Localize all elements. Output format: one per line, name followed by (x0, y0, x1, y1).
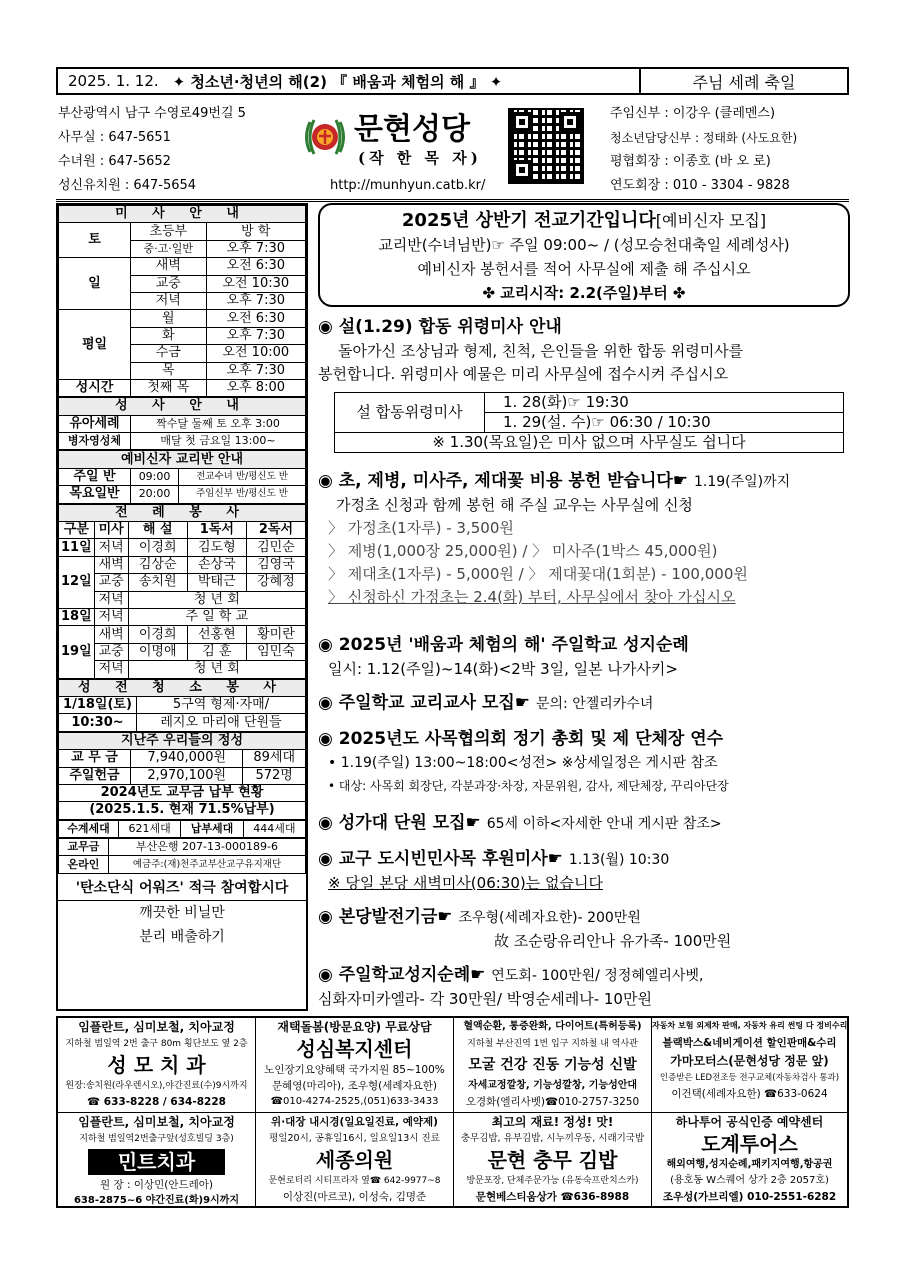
date-banner (56, 67, 849, 95)
carbon-campaign: '탄소단식 어워즈' 적극 참여합시다 깨끗한 비닐만 분리 배출하기 (58, 874, 306, 949)
pilgrimage-notice: ◉ 2025년 '배움과 체험의 해' 주일학교 성지순례 일시: 1.12(주일)~14(화)<2박 3일, 일본 나가사키> (318, 635, 689, 678)
urban-poor-mass-notice: ◉ 교구 도시빈민사목 후원미사☛ 1.13(월) 10:30 ※ 당일 본당 새벽미사(06:30)는 없습니다 (318, 849, 670, 892)
convent-phone: 수녀원 : 647-5652 (58, 154, 171, 169)
church-url[interactable]: http://munhyun.catb.kr/ (330, 178, 486, 193)
altar-service: 전 례 봉 사 구분 미사 해 설 1독서 2독서 11일 저녁 이경희 김도형 김민순 12일 새벽 김상순 손상국 김영국 교중 송치원 박태근 강혜정 저녁 청 년 회 18일 저녁 주 일 학 교 19일 새벽 이경희 선홍현 황미란 교중 이명애 김 훈 임민숙 저녁 청 년 회 (58, 504, 306, 679)
ad-dogye-tours[interactable]: 하나투어 공식인증 예약센터 도계투어스 해외여행,성지순례,패키지여행,항공권 (용호동 W스퀘어 상가 2층 2057호) 조우성(가브리엘) 010-2551-6282 (662, 1115, 837, 1203)
left-info-column (56, 203, 308, 1011)
feast-name: 주님 세례 축일 (692, 72, 796, 92)
memorial-mass-table: 설 합동위령미사 1. 28(화)☞ 19:30 1. 29(설. 수)☞ 06:30 / 10:30 ※ 1.30(목요일)은 미사 없으며 사무실도 쉽니다 (334, 392, 844, 453)
address: 부산광역시 남구 수영로49번길 5 (58, 106, 246, 121)
church-staff (610, 102, 850, 198)
ad-health-shoes[interactable]: 혈액순환, 통증완화, 다이어트(특허등록) 지하철 부산진역 1번 입구 지하철 내 역사관 모굴 건강 진동 기능성 신발 자세교정깔창, 기능성깔창, 기능성안대 오경화(엘리사벳)☎010-2757-3250 (454, 1018, 652, 1113)
memorial-mass-notice: ◉ 설(1.29) 합동 위령미사 안내 돌아가신 조상님과 형제, 친척, 은인들을 위한 합동 위령미사를 봉헌합니다. 위령미사 예물은 미리 사무실에 접수시켜 주십시오 (318, 317, 744, 383)
teacher-recruit-notice: ◉ 주일학교 교리교사 모집☛ 문의: 안젤리카수녀 (318, 693, 654, 713)
header-divider (56, 199, 849, 202)
ad-chungmu-gimbap[interactable]: 최고의 재료! 정성! 맛! 충무김밥, 유부김밥, 시누끼우동, 시래기국밥 문현 충무 김밥 방문포장, 단체주문가능 (유동숙프란치스카) 문현베스티움상가 ☎636-8988 (454, 1113, 652, 1208)
ad-motors[interactable]: 자동차 보험 외제차 판매, 자동차 유리 썬팅 다 정비수리 블랙박스&네비게이션 할인판매&수리 가마모터스(문현성당 정문 앞) 인증받은 LED전조등 전구교체(자동차검사 통과) 이건택(세례자요한) ☎633-0624 (652, 1018, 847, 1113)
ad-mint-dental[interactable]: 임플란트, 심미보철, 치아교정 지하철 범일역2번출구앞(성호빌딩 3층) 민트치과 원 장 : 이상민(안드레아) 638-2875~6 야간진료(화)9시까지 (58, 1113, 256, 1208)
development-fund-notice: ◉ 본당발전기금☛ 조우형(세례자요한)- 200만원 故 조순랑유리안나 유가족- 100만원 (318, 907, 732, 950)
ad-sejong-clinic[interactable]: 위·대장 내시경(일요일진료, 예약제) 평일20시, 공휴일16시, 일요일13시 진료 세종의원 문현로터리 시티프라자 옆☎ 642-9977~8 이상진(마르코), 이성숙, 김명준 (256, 1113, 454, 1208)
offering-report: 지난주 우리들의 정성 교 무 금 7,940,000원 89세대 주일헌금 2,970,100원 572명 2024년도 교무금 납부 현황 (2025.1.5. 현재 71.5%납부) (58, 732, 306, 820)
catechumen-schedule: 예비신자 교리반 안내 주일 반 09:00 전교수녀 반/평신도 반 목요일반 20:00 주임신부 반/평신도 반 (58, 450, 306, 503)
school-pilgrimage-donation: ◉ 주일학교성지순례☛ 연도회- 100만원/ 정정혜엘리사벳, 심화자미카엘라- 각 30만원/ 박영순세레나- 10만원 (318, 965, 704, 1008)
ad-welfare-center[interactable]: 재택돌봄(방문요양) 무료상담 성심복지센터 노인장기요양혜택 국가지원 85~100% 문혜영(마리아), 조우형(세례자요한) ☎010-4274-2525,(051)633-3433 (256, 1018, 454, 1113)
kindergarten-phone: 성신유치원 : 647-5654 (58, 178, 197, 193)
advertisements (56, 1016, 849, 1208)
church-emblem-icon (300, 112, 350, 162)
bulletin-date: 2025. 1. 12. (68, 72, 159, 90)
church-motto: (작 한 목 자) (358, 149, 482, 167)
church-contact (58, 102, 298, 198)
cleaning-service: 성 전 청 소 봉 사 1/18일(토) 5구역 형제·자매/ 10:30~ 레지오 마리애 단원들 (58, 679, 306, 732)
year-theme: ✦ 청소년·청년의 해(2) 『 배움과 체험의 해 』 ✦ (172, 72, 503, 91)
church-name: 문현성당 (354, 112, 470, 147)
office-phone: 사무실 : 647-5651 (58, 130, 171, 145)
tithe-report: 수계세대 621세대 납부세대 444세대 (58, 820, 306, 838)
ad-dental-clinic[interactable]: 임플란트, 심미보철, 치아교정 지하철 범일역 2번 출구 80m 횡단보도 옆 2층 성 모 치 과 원장:송치원(라우렌시오),야간진료(수)9시까지 ☎ 633-8228 / 634-8228 (58, 1018, 256, 1113)
council-president: 평협회장 : 이종호 (바 오 로) (610, 154, 771, 169)
tithe-bank: 교무금 부산은행 207-13-000189-6 온라인 예금주:(재)천주교부산교구유지재단 (58, 838, 306, 874)
alliance-president: 연도회장 : 010 - 3304 - 9828 (610, 178, 790, 193)
mass-schedule: 미 사 안 내 토 초등부 방 학 중·고·일반 오후 7:30 일 새벽 오전 6:30 교중 오전 10:30 저녁 오후 7:30 평일 월 오전 6:30 화 오후 7:30 수금 오전 10:00 목 오후 7:30 성시간 첫째 목 오후 8:00 (58, 205, 306, 397)
qr-code[interactable] (508, 108, 584, 184)
choir-recruit-notice: ◉ 성가대 단원 모집☛ 65세 이하<자세한 안내 게시판 참조> (318, 813, 722, 833)
candle-offering-notice: ◉ 초, 제병, 미사주, 제대꽃 비용 봉헌 받습니다☛ 1.19(주일)까지 가정초 신청과 함께 봉헌 해 주실 교우는 사무실에 신청 〉 가정초(1자루) - 3,500원 〉 제병(1,000장 25,000원) / 〉 미사주(1박스 45,000원) 〉 제대초(1자루) - 5,000원 / 〉 제대꽃대(1회분) - 100,000원 〉 신청하신 가정초는 2.4(화) 부터, 사무실에서 찾아 가십시오 (318, 471, 791, 606)
sacrament-schedule: 성 사 안 내 유아세례 짝수달 둘째 토 오후 3:00 병자영성체 매달 첫 금요일 13:00~ (58, 397, 306, 450)
youth-priest: 청소년담당신부 : 정태화 (사도요한) (610, 131, 798, 145)
assembly-notice: ◉ 2025년도 사목협의회 정기 총회 및 제 단체장 연수 • 1.19(주일) 13:00~18:00<성전> ※상세일정은 게시판 참조 • 대상: 사목회 회장단, 각분과장·차장, 자문위원, 감사, 제단체장, 꾸리아단장 (318, 729, 729, 793)
pastor: 주임신부 : 이강우 (클레멘스) (610, 106, 776, 121)
notice-box: 2025년 상반기 전교기간입니다[예비신자 모집] 교리반(수녀님반)☞ 주일 09:00~ / (성모승천대축일 세례성사) 예비신자 봉헌서를 적어 사무실에 제출 해 주십시오 ✤ 교리시작: 2.2(주일)부터 ✤ (318, 203, 850, 307)
